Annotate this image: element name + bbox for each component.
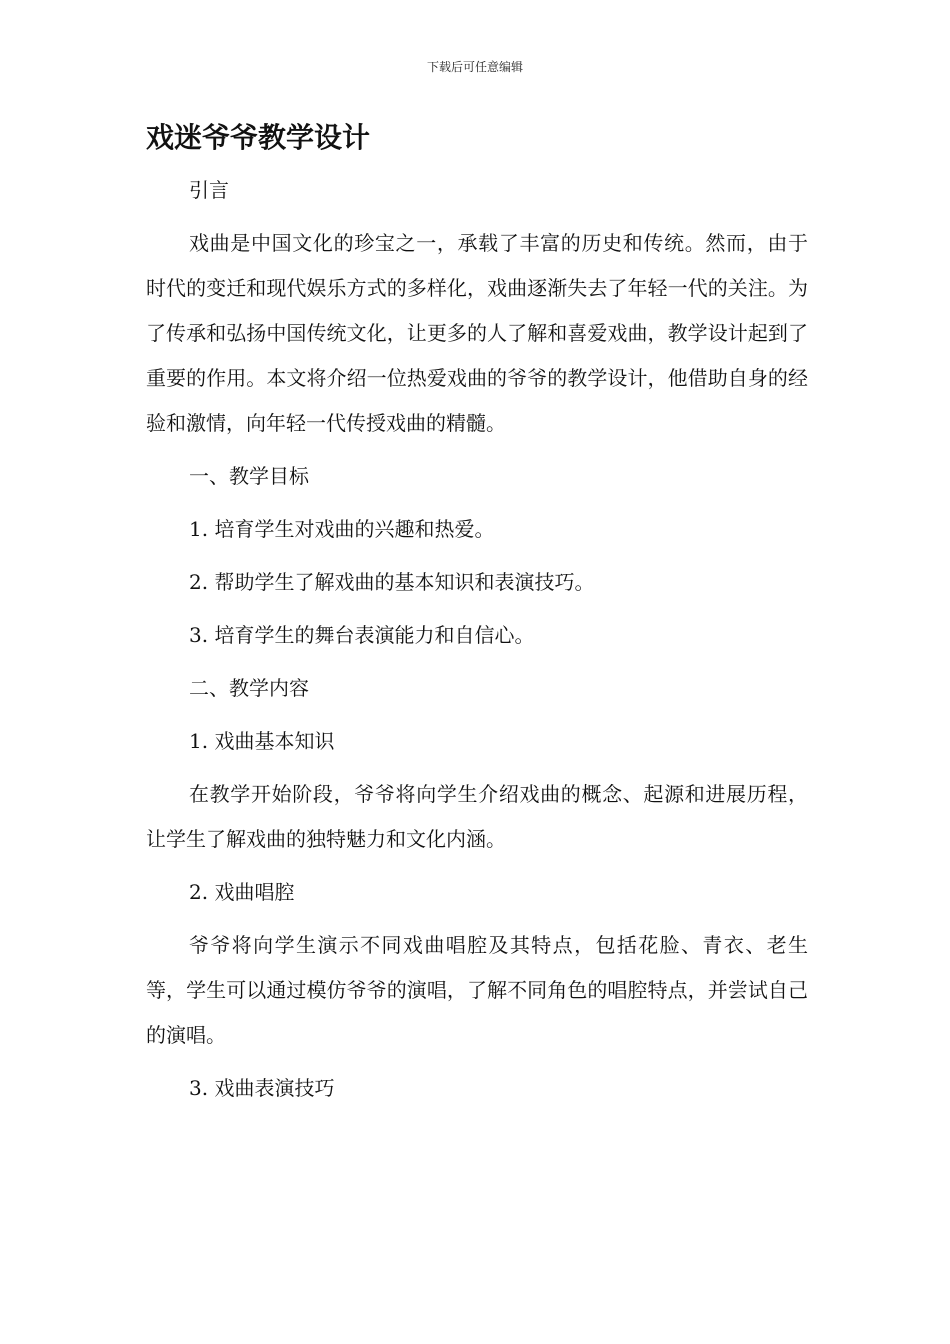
paragraph-intro: 戏曲是中国文化的珍宝之一，承载了丰富的历史和传统。然而，由于时代的变迁和现代娱乐方式的多样化，戏曲逐渐失去了年轻一代的关注。为了传承和弘扬中国传统文化，让更多的人了解和喜爱戏曲，教学设计起到了重要的作用。本文将介绍一位热爱戏曲的爷爷的教学设计，他借助自身的经验和激情，向年轻一代传授戏曲的精髓。: [146, 231, 808, 435]
subheading-basics: 1. 戏曲基本知识: [189, 729, 335, 753]
section-heading-goals: 一、教学目标: [189, 464, 309, 488]
subheading-singing: 2. 戏曲唱腔: [189, 880, 295, 904]
page-header: 下载后可任意编辑: [426, 60, 523, 74]
paragraph-basics: 在教学开始阶段，爷爷将向学生介绍戏曲的概念、起源和进展历程，让学生了解戏曲的独特魅力和文化内涵。: [146, 782, 808, 851]
list-item-goal-2: 2. 帮助学生了解戏曲的基本知识和表演技巧。: [189, 570, 595, 594]
document-title: 戏迷爷爷教学设计: [146, 121, 371, 154]
list-item-goal-1: 1. 培育学生对戏曲的兴趣和热爱。: [189, 517, 495, 541]
section-heading-intro: 引言: [189, 178, 229, 202]
section-heading-content: 二、教学内容: [189, 676, 309, 700]
paragraph-singing: 爷爷将向学生演示不同戏曲唱腔及其特点，包括花脸、青衣、老生等，学生可以通过模仿爷爷的演唱，了解不同角色的唱腔特点，并尝试自己的演唱。: [146, 933, 808, 1047]
document-body: [146, 168, 808, 1119]
subheading-performance: 3. 戏曲表演技巧: [189, 1076, 335, 1100]
list-item-goal-3: 3. 培育学生的舞台表演能力和自信心。: [189, 623, 535, 647]
